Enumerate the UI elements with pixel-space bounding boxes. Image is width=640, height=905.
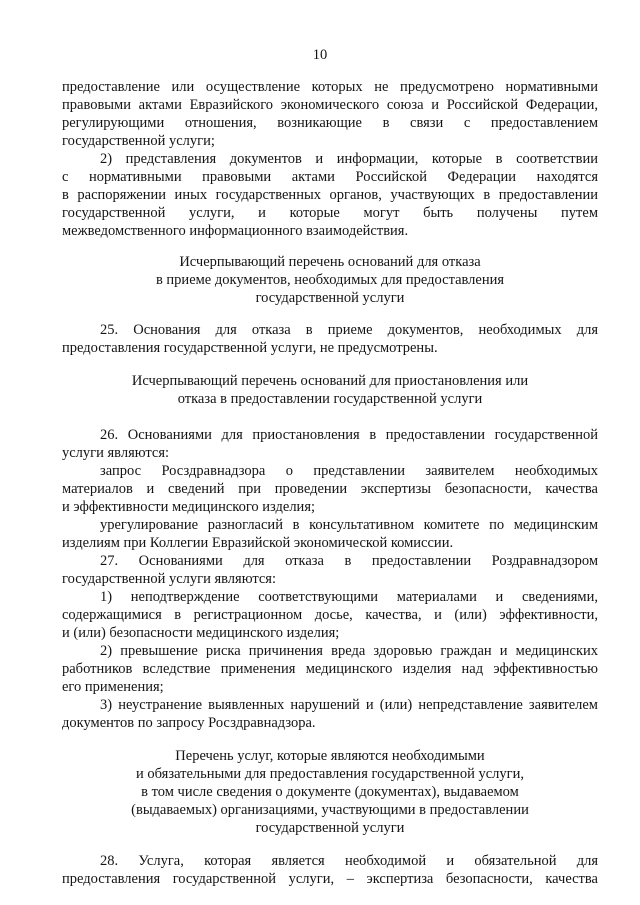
text-line: его применения; <box>62 679 164 695</box>
text-line: и (или) безопасности медицинского изделия; <box>62 625 340 641</box>
section-heading-line: в приеме документов, необходимых для предоставления <box>155 272 505 288</box>
text-line: 25. Основания для отказа в приеме документов, необходимых для <box>100 322 598 338</box>
text-line: и эффективности медицинского изделия; <box>62 499 316 515</box>
text-line: с нормативными правовыми актами Российской Федерации находятся <box>62 169 598 185</box>
section-heading-line: Исчерпывающий перечень оснований для приостановления или <box>131 373 529 389</box>
text-line: услуги являются: <box>62 445 170 461</box>
section-heading-line: государственной услуги <box>255 290 405 306</box>
page-number: 10 <box>312 47 328 63</box>
text-line: урегулирование разногласий в консультативном комитете по медицинским <box>100 517 598 533</box>
section-heading-line: в том числе сведения о документе (документах), выдаваемом <box>141 784 519 800</box>
text-line: государственной услуги являются: <box>62 571 276 587</box>
section-heading-line: и обязательными для предоставления государственной услуги, <box>136 766 524 782</box>
text-line: работников вследствие применения медицинского изделия над эффективностью <box>62 661 598 677</box>
text-line: 27. Основаниями для отказа в предоставлении Роздравнадзором <box>100 553 598 569</box>
text-line: 3) неустранение выявленных нарушений и (или) непредставление заявителем <box>100 697 598 713</box>
text-line: документов по запросу Росздравнадзора. <box>62 715 316 731</box>
text-line: материалов и сведений при проведении экспертизы безопасности, качества <box>62 481 598 497</box>
section-heading-line: Исчерпывающий перечень оснований для отказа <box>179 254 481 270</box>
text-line: 2) представления документов и информации, которые в соответствии <box>100 151 598 167</box>
text-line: предоставления государственной услуги, не предусмотрены. <box>62 340 438 356</box>
text-line: 26. Основаниями для приостановления в предоставлении государственной <box>100 427 598 443</box>
text-line: регулирующими отношения, возникающие в связи с предоставлением <box>62 115 598 131</box>
text-line: в распоряжении иных государственных органов, участвующих в предоставлении <box>62 187 598 203</box>
text-line: 28. Услуга, которая является необходимой и обязательной для <box>100 853 598 869</box>
text-line: 1) неподтверждение соответствующими материалами и сведениями, <box>100 589 598 605</box>
section-heading-line: (выдаваемых) организациями, участвующими в предоставлении <box>131 802 529 818</box>
text-line: предоставления государственной услуги, – экспертиза безопасности, качества <box>62 871 598 887</box>
text-line: запрос Росздравнадзора о представлении заявителем необходимых <box>100 463 598 479</box>
section-heading-line: государственной услуги <box>255 820 405 836</box>
section-heading-line: отказа в предоставлении государственной услуги <box>177 391 483 407</box>
text-line: предоставление или осуществление которых не предусмотрено нормативными <box>62 79 598 95</box>
text-line: правовыми актами Евразийского экономического союза и Российской Федерации, <box>62 97 598 113</box>
text-line: государственной услуги; <box>62 133 215 149</box>
section-heading-line: Перечень услуг, которые являются необходимыми <box>175 748 485 764</box>
text-line: содержащимися в регистрационном досье, качества, и (или) эффективности, <box>62 607 598 623</box>
text-line: межведомственного информационного взаимодействия. <box>62 223 409 239</box>
text-line: государственной услуги, и которые могут быть получены путем <box>62 205 598 221</box>
text-line: изделиям при Коллегии Евразийской экономической комиссии. <box>62 535 454 551</box>
text-line: 2) превышение риска причинения вреда здоровью граждан и медицинских <box>100 643 598 659</box>
